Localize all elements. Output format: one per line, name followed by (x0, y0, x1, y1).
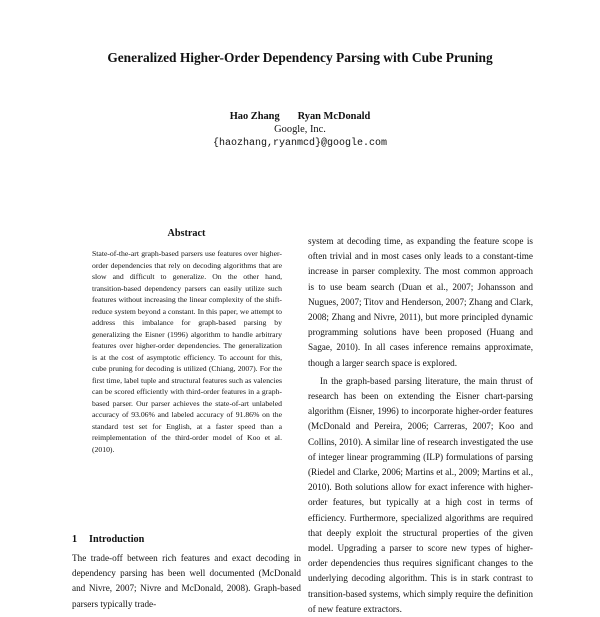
paper-title: Generalized Higher-Order Dependency Parsing with Cube Pruning (107, 50, 493, 65)
right-column (308, 234, 533, 614)
author-email: {haozhang,ryanmcd}@google.com (212, 138, 388, 149)
section-number: 1 (72, 534, 78, 545)
abstract-text: State-of-the-art graph-based parsers use features over higher-order dependencies that rely on decoding algorithms that are slow and difficult to generalize. On the other hand, transition-based dependency parsers can easily utilize such features without increasing the linear complexity of the shift-reduce system beyond a constant. In this paper, we attempt to address this imbalance for graph-based parsing by generalizing the Eisner (1996) algorithm to handle arbitrary features over higher-order dependencies. The generalization is at the cost of asymptotic efficiency. To account for this, cube pruning for decoding is utilized (Chiang, 2007). For the first time, label tuple and structural features such as valencies can be scored efficiently with third-order features in a graph-based parser. Our parser achieves the state-of-art unlabeled accuracy of 93.06% and labeled accuracy of 91.86% on the standard test set for English, at a faster speed than a reimplementation of the third-order model of Koo et al. (2010). (92, 249, 282, 454)
introduction-text: The trade-off between rich features and exact decoding in dependency parsing has been well documented (McDonald and Nivre, 2007; Nivre and McDonald, 2008). Graph-based parsers typically trade- (72, 553, 301, 609)
section-heading (72, 534, 301, 545)
abstract-heading: Abstract (167, 228, 206, 239)
author-name: Hao Zhang (229, 111, 280, 122)
author-list (0, 111, 600, 122)
author-name: Ryan McDonald (297, 111, 371, 122)
body-paragraph: system at decoding time, as expanding the feature scope is often trivial and in most cases only leads to a constant-time increase in parser complexity. The most common approach is to use beam search (Duan et al., 2007; Johansson and Nugues, 2007; Titov and Henderson, 2007; Zhang and Clark, 2008; Zhang and Nivre, 2011), but more principled dynamic programming solutions have been proposed (Huang and Sagae, 2010). In all cases inference remains approximate, though a larger search space is explored. (308, 236, 533, 368)
affiliation: Google, Inc. (274, 124, 326, 135)
body-paragraph: In the graph-based parsing literature, the main thrust of research has been on extending the Eisner chart-parsing algorithm (Eisner, 1996) to incorporate higher-order features (McDonald and Pereira, 2006; Carreras, 2007; Koo and Collins, 2010). A similar line of research investigated the use of integer linear programming (ILP) formulations of parsing (Riedel and Clarke, 2006; Martins et al., 2009; Martins et al., 2010). Both solutions allow for exact inference with higher-order features, but typically at a high cost in terms of efficiency. Furthermore, specialized algorithms are required that deeply exploit the structural properties of the given model. Upgrading a parser to score new types of higher-order dependencies thus requires significant changes to the underlying decoding algorithm. This is in stark contrast to transition-based systems, which simply require the definition of new feature extractors. (308, 375, 533, 614)
section-title: Introduction (89, 534, 145, 545)
